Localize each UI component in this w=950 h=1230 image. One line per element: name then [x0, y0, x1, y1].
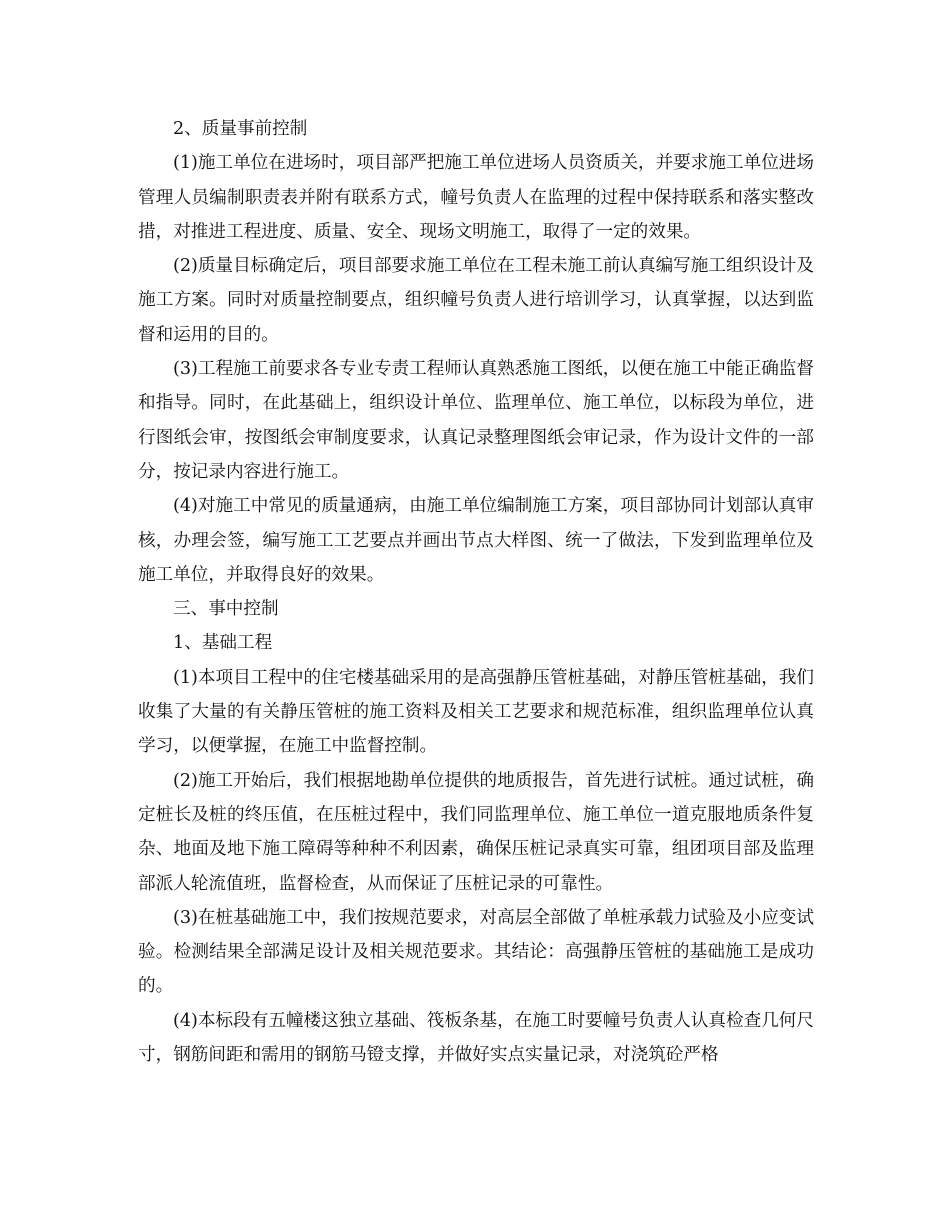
heading-quality-pre-control: 2、质量事前控制: [173, 119, 308, 139]
paragraph: (4)本标段有五幢楼这独立基础、筏板条基，在施工时要幢号负责人认真检查几何尺寸，钢筋间距和需用的钢筋马镫支撑，并做好实点实量记录，对浇筑砼严格: [138, 1010, 814, 1066]
paragraph: (2)施工开始后，我们根据地勘单位提供的地质报告，首先进行试桩。通过试桩，确定桩长及桩的终压值，在压桩过程中，我们同监理单位、施工单位一道克服地质条件复杂、地面及地下施工障碍等种种不利因素，确保压桩记录真实可靠，组团项目部及监理部派人轮流值班，监督检查，从而保证了压桩记录的可靠性。: [138, 770, 814, 894]
paragraph: (1)施工单位在进场时，项目部严把施工单位进场人员资质关，并要求施工单位进场管理人员编制职责表并附有联系方式，幢号负责人在监理的过程中保持联系和落实整改措，对推进工程进度、质量、安全、现场文明施工，取得了一定的效果。: [138, 153, 814, 242]
paragraph: (4)对施工中常见的质量通病，由施工单位编制施工方案，项目部协同计划部认真审核，办理会签，编写施工工艺要点并画出节点大样图、统一了做法，下发到监理单位及施工单位，并取得良好的效果。: [138, 496, 814, 585]
paragraph: (3)工程施工前要求各专业专责工程师认真熟悉施工图纸，以便在施工中能正确监督和指导。同时，在此基础上，组织设计单位、监理单位、施工单位，以标段为单位，进行图纸会审，按图纸会审制度要求，认真记录整理图纸会审记录，作为设计文件的一部分，按记录内容进行施工。: [138, 359, 814, 482]
paragraph: (1)本项目工程中的住宅楼基础采用的是高强静压管桩基础，对静压管桩基础，我们收集了大量的有关静压管桩的施工资料及相关工艺要求和规范标准，组织监理单位认真学习，以便掌握，在施工中监督控制。: [138, 667, 814, 757]
paragraph: (3)在桩基础施工中，我们按规范要求，对高层全部做了单桩承载力试验及小应变试验。检测结果全部满足设计及相关规范要求。其结论：高强静压管桩的基础施工是成功的。: [138, 907, 814, 997]
document-body: [138, 112, 814, 1072]
heading-in-process-control: 三、事中控制: [173, 599, 279, 620]
heading-foundation-works: 1、基础工程: [173, 633, 273, 654]
paragraph: (2)质量目标确定后，项目部要求施工单位在工程未施工前认真编写施工组织设计及施工方案。同时对质量控制要点，组织幢号负责人进行培训学习，认真掌握，以达到监督和运用的目的。: [138, 256, 814, 345]
